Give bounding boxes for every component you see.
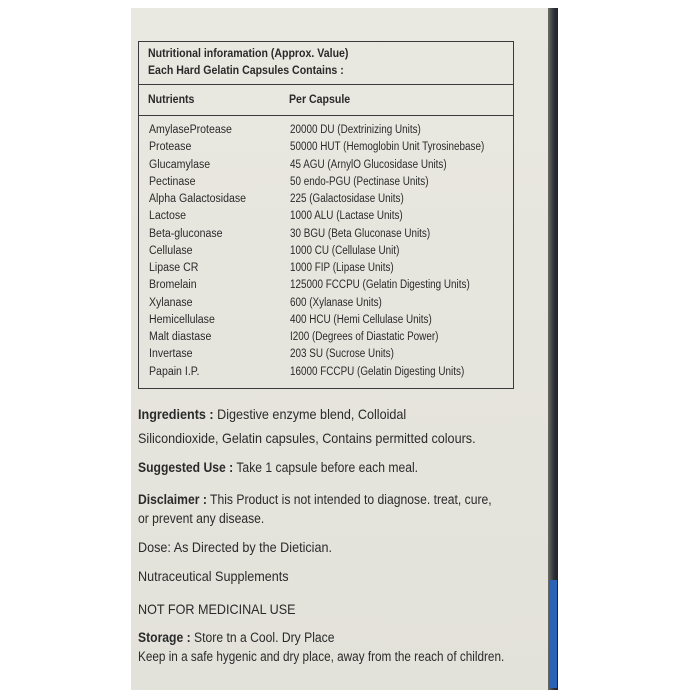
column-header-per-capsule: Per Capsule (289, 94, 351, 106)
box-blue-stripe (549, 580, 557, 688)
nutrient-value: 1000 FIP (Lipase Units) (290, 262, 394, 274)
nutrient-name: Lactose (149, 210, 187, 223)
table-divider (139, 115, 513, 116)
nutrient-name: Hemicellulase (149, 313, 215, 326)
disclaimer-text: This Product is not intended to diagnose. treat, cure, (206, 492, 492, 507)
storage-text-2: Keep in a safe hygenic and dry place, away from the reach of children. (138, 649, 505, 664)
nutrient-name: Pectinase (149, 175, 196, 188)
nutrient-name: Glucamylase (149, 158, 211, 171)
table-row (139, 141, 513, 158)
table-row (139, 331, 513, 348)
table-row (139, 159, 513, 176)
nutrient-name: Bromelain (149, 279, 197, 292)
nutrient-value: 16000 FCCPU (Gelatin Digesting Units) (290, 365, 465, 378)
nutrient-name: Papain I.P. (149, 365, 200, 378)
table-row (139, 297, 513, 314)
nutrient-value: 50000 HUT (Hemoglobin Unit Tyrosinebase) (290, 141, 485, 154)
category-text: Nutraceutical Supplements (138, 568, 289, 584)
nutrient-value: 225 (Galactosidase Units) (290, 193, 404, 205)
nutrient-name: Protease (149, 141, 192, 154)
nutrient-value: 1000 CU (Cellulase Unit) (290, 244, 400, 257)
storage-label: Storage : (138, 630, 191, 645)
table-row (139, 262, 513, 279)
disclaimer-line (138, 492, 492, 507)
nutrition-table (138, 41, 514, 389)
nutrient-name: Cellulase (149, 244, 193, 257)
nutrient-value: 600 (Xylanase Units) (290, 296, 382, 309)
not-medicinal-text: NOT FOR MEDICINAL USE (138, 601, 296, 617)
table-body (139, 124, 513, 383)
table-row (139, 210, 513, 227)
nutrient-value: 50 endo-PGU (Pectinase Units) (290, 175, 429, 188)
table-divider (139, 84, 513, 85)
ingredients-text: Digestive enzyme blend, Colloidal (213, 406, 407, 422)
nutrient-name: Malt diastase (149, 331, 212, 343)
table-row (139, 193, 513, 210)
disclaimer-label: Disclaimer : (138, 492, 207, 507)
table-row (139, 279, 513, 296)
table-row (139, 124, 513, 141)
nutrient-value: 20000 DU (Dextrinizing Units) (290, 124, 421, 136)
table-row (139, 228, 513, 245)
table-row (139, 176, 513, 193)
disclaimer-text-2: or prevent any disease. (138, 511, 265, 526)
ingredients-label: Ingredients : (138, 406, 214, 422)
table-row (139, 314, 513, 331)
nutrient-value: 125000 FCCPU (Gelatin Digesting Units) (290, 279, 470, 292)
suggested-use-line (138, 460, 418, 475)
ingredients-text-2: Silicondioxide, Gelatin capsules, Contains permitted colours. (138, 430, 476, 446)
suggested-use-text: Take 1 capsule before each meal. (233, 460, 419, 475)
suggested-use-label: Suggested Use : (138, 460, 234, 475)
column-header-nutrients: Nutrients (148, 94, 195, 106)
nutrient-value: 400 HCU (Hemi Cellulase Units) (290, 313, 432, 326)
nutrient-value: 1000 ALU (Lactase Units) (290, 210, 403, 223)
nutrient-name: Invertase (149, 348, 193, 361)
nutrient-value: 30 BGU (Beta Gluconase Units) (290, 227, 431, 240)
table-subtitle: Each Hard Gelatin Capsules Contains : (148, 65, 344, 77)
dose-text: Dose: As Directed by the Dietician. (138, 539, 332, 555)
table-row (139, 366, 513, 383)
nutrient-value: 203 SU (Sucrose Units) (290, 348, 394, 361)
table-row (139, 348, 513, 365)
nutrient-name: Xylanase (149, 296, 193, 309)
table-row (139, 245, 513, 262)
nutrient-name: AmylaseProtease (149, 124, 232, 136)
ingredients-line (138, 406, 406, 422)
storage-line (138, 630, 335, 645)
nutrient-name: Beta-gluconase (149, 227, 223, 240)
nutrient-value: I200 (Degrees of Diastatic Power) (290, 331, 439, 343)
nutrient-name: Lipase CR (149, 262, 199, 274)
nutrient-value: 45 AGU (ArnylO Glucosidase Units) (290, 158, 447, 171)
nutrient-name: Alpha Galactosidase (149, 193, 247, 205)
table-title: Nutritional inforamation (Approx. Value) (148, 48, 349, 60)
storage-text: Store tn a Cool. Dry Place (190, 630, 335, 645)
